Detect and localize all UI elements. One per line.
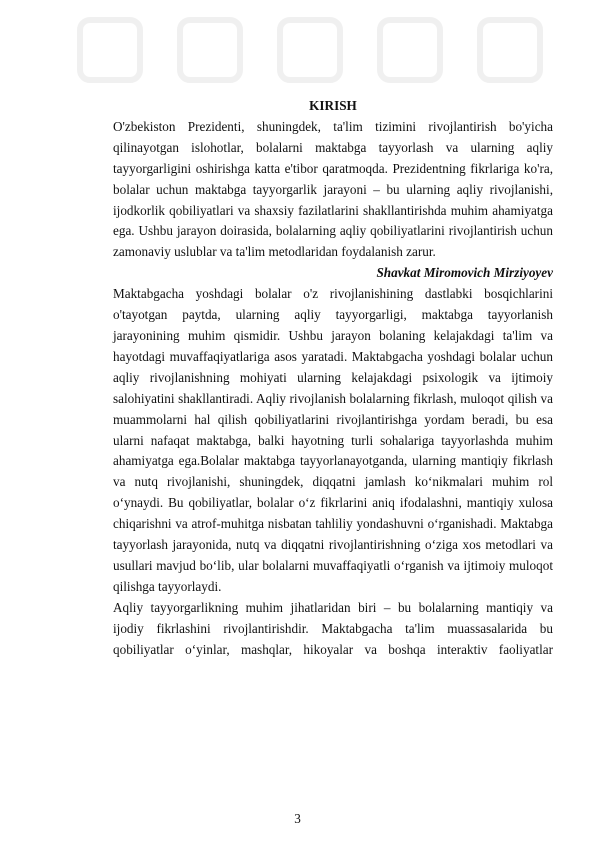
epigraph-line: O'zbekiston Prezidenti, shuningdek, ta'lim tizimini rivojlantirish bo'yicha: [113, 118, 553, 134]
body-paragraph: [113, 284, 553, 598]
epigraph-line: zamonaviy uslublar va ta'lim metodlaridan foydalanish zarur.: [113, 244, 436, 260]
paragraph-0-line: ularni nafaqat maktabga, balki hayotning turli sohalariga tayyorlashda muhim: [113, 432, 553, 448]
page-number: 3: [294, 811, 301, 826]
paragraph-0-line: va nutq rivojlanishi, shuningdek, diqqatni jamlash ko‘nikmalari muhim rol: [113, 474, 553, 490]
paragraph-0-line: aqliy rivojlanishning mohiyati ularning kelajakdagi psixologik va ijtimoiy: [113, 369, 553, 385]
body-text: [113, 284, 553, 660]
epigraph-paragraph: [113, 117, 553, 263]
paragraph-1-line: ijodiy fikrlashini rivojlantirishdir. Maktabgacha ta'lim muassasalarida bu: [113, 620, 553, 636]
page-title: KIRISH: [309, 98, 357, 113]
paragraph-0-line: muammolarni hal qilish qobiliyatlarini rivojlantirishga yordam beradi, bu esa: [113, 411, 553, 427]
document-page: [113, 96, 553, 660]
epigraph-line: tayyorgarligini oshirishga katta e'tibor qaratmoqda. Prezidentning fikrlariga ko'ra,: [113, 160, 553, 176]
epigraph-line: ega. Ushbu jarayon doirasida, bolalarning aqliy qobiliyatlarini rivojlantirish uchun: [113, 223, 553, 239]
watermark-logo: [0, 0, 595, 100]
paragraph-0-line: jarayonining muhim qismidir. Ushbu jarayon bolaning kelajakdagi ta'lim va: [113, 327, 553, 343]
paragraph-0-line: qilishga tayyorlaydi.: [113, 578, 222, 594]
epigraph-line: qilinayotgan islohotlar, bolalarni maktabga tayyorlash va ularning aqliy: [113, 139, 553, 155]
paragraph-0-line: ahamiyatga ega.Bolalar maktabga tayyorlanayotganda, ularning mantiqiy fikrlash: [113, 453, 553, 469]
paragraph-0-line: salohiyatini shakllantiradi. Aqliy rivojlanish bolalarning fikrlash, muloqot qilish va: [113, 390, 553, 406]
paragraph-0-line: o'tayotgan paytda, ularning aqliy tayyorgarligi, maktabga tayyorlanish: [113, 307, 553, 323]
paragraph-0-line: hayotdagi muvaffaqiyatlariga asos yaratadi. Maktabgacha yoshdagi bolalar uchun: [113, 348, 553, 364]
body-paragraph: [113, 598, 553, 661]
paragraph-0-line: Maktabgacha yoshdagi bolalar o'z rivojlanishining dastlabki bosqichlarini: [113, 286, 553, 302]
paragraph-1-line: Aqliy tayyorgarlikning muhim jihatlaridan biri – bu bolalarning mantiqiy va: [113, 599, 553, 615]
epigraph-author: Shavkat Miromovich Mirziyoyev: [376, 265, 553, 281]
paragraph-1-line: qobiliyatlar o‘yinlar, mashqlar, hikoyalar va boshqa interaktiv faoliyatlar: [113, 641, 553, 657]
epigraph-line: ijodkorlik qobiliyatlari va shaxsiy fazilatlarini shakllantirishda muhim ahamiyatga: [113, 202, 553, 218]
paragraph-0-line: chiqarishni va atrof-muhitga nisbatan tahliliy yondashuvni o‘rganishadi. Maktabga: [113, 516, 553, 532]
paragraph-0-line: usullari mavjud bo‘lib, ular bolalarni muvaffaqiyatli o‘rganish va ijtimoiy muloqot: [113, 557, 553, 573]
epigraph-line: bolalar uchun maktabga tayyorgarlik jarayoni – bu ularning aqliy rivojlanishi,: [113, 181, 553, 197]
paragraph-0-line: o‘ynaydi. Bu qobiliyatlar, bolalar o‘z fikrlarini aniq ifodalashni, mantiqiy xulosa: [113, 495, 553, 511]
paragraph-0-line: tayyorlash jarayonida, nutq va diqqatni rivojlantirishning o‘ziga xos metodlari va: [113, 537, 553, 553]
